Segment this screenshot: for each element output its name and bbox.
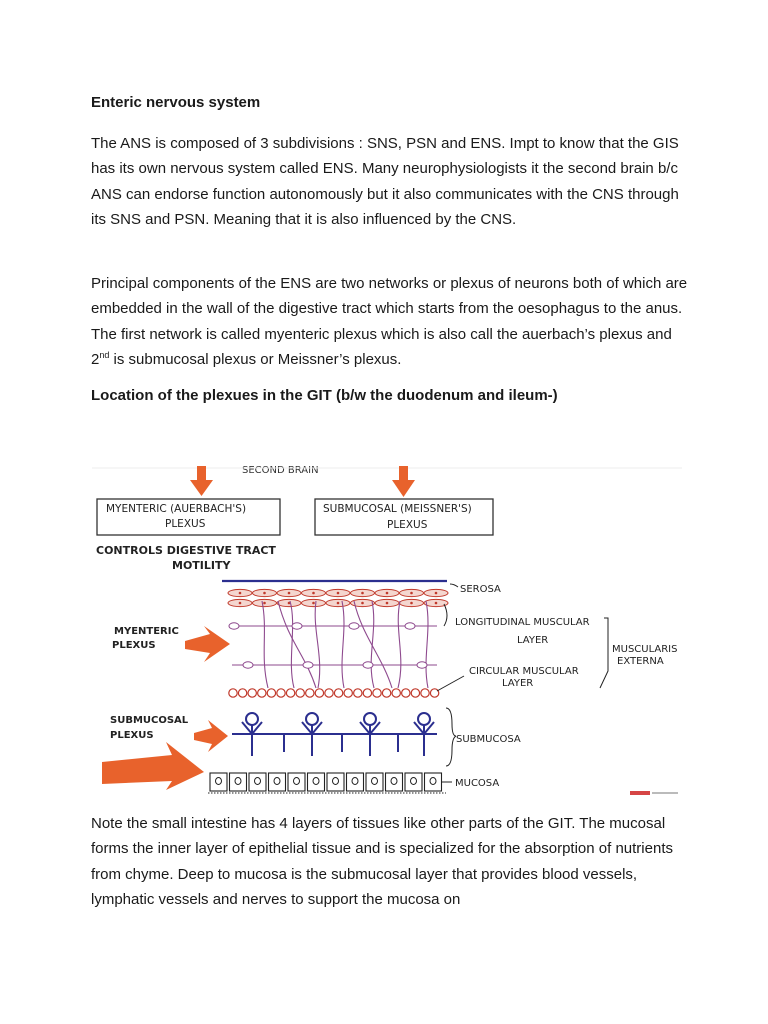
- ganglion-cell: [292, 623, 302, 629]
- left-submucosal-line2: PLEXUS: [110, 730, 154, 741]
- circular-muscle-cell: [238, 689, 246, 697]
- ganglion-cell: [363, 662, 373, 668]
- circular-muscle-cell: [334, 689, 342, 697]
- longitudinal-muscle-row-top: [228, 589, 448, 596]
- circular-muscle-cell: [344, 689, 352, 697]
- paragraph-small-intestine-layers: Note the small intestine has 4 layers of tissues like other parts of the GIT. The mucosal forms the inner layer of epithelial tissue and is specialized for the absorption of nutrients from chyme. Deep to mucosa is the submucosal layer that provides blood vessels, lymphatic vessels and nerves to support the mucosa on: [91, 815, 673, 908]
- mucosa-cell: [210, 773, 227, 791]
- left-submucosal-line1: SUBMUCOSAL: [110, 715, 189, 726]
- mucosa-cell: [249, 773, 266, 791]
- circular-muscle-cell: [229, 689, 237, 697]
- mucosa-cell: [405, 773, 422, 791]
- muscle-nucleus: [288, 592, 291, 595]
- box-submucosal-line2: PLEXUS: [387, 519, 428, 531]
- mucosa-cell: [288, 773, 305, 791]
- muscle-nucleus: [386, 602, 389, 605]
- muscle-nucleus: [312, 602, 315, 605]
- section-subheading: Location of the plexues in the GIT (b/w the duodenum and ileum-): [91, 387, 558, 404]
- label-mucosa: MUCOSA: [455, 778, 500, 789]
- label-muscularis-line2: EXTERNA: [617, 656, 664, 667]
- muscle-nucleus: [410, 602, 413, 605]
- circular-muscle-cell: [402, 689, 410, 697]
- box-submucosal-line1: SUBMUCOSAL (MEISSNER'S): [323, 503, 472, 515]
- superscript-nd: nd: [99, 349, 110, 360]
- left-myenteric-line1: MYENTERIC: [114, 626, 179, 637]
- top-right-arrow-icon: [392, 466, 415, 497]
- submucosal-neurons: [232, 713, 437, 756]
- plexus-diagram-figure: [92, 466, 682, 798]
- muscle-nucleus: [239, 592, 242, 595]
- muscle-nucleus: [435, 602, 438, 605]
- ganglion-cell: [243, 662, 253, 668]
- mucosa-cell-row: [208, 773, 446, 793]
- circular-muscle-cell: [373, 689, 381, 697]
- circular-muscle-cell: [354, 689, 362, 697]
- ganglion-cell: [303, 662, 313, 668]
- myenteric-arrow-icon: [185, 626, 230, 662]
- label-muscularis-line1: MUSCULARIS: [612, 644, 678, 655]
- myenteric-neuron-network: [232, 601, 437, 688]
- circular-muscle-cell: [306, 689, 314, 697]
- muscle-nucleus: [337, 592, 340, 595]
- muscle-nucleus: [435, 592, 438, 595]
- circular-muscle-cell: [363, 689, 371, 697]
- top-caption: SECOND BRAIN: [242, 466, 319, 476]
- muscle-nucleus: [410, 592, 413, 595]
- label-circular-line2: LAYER: [502, 678, 534, 689]
- muscle-nucleus: [337, 602, 340, 605]
- circular-muscle-row: [229, 689, 439, 697]
- muscle-nucleus: [263, 592, 266, 595]
- muscle-nucleus: [239, 602, 242, 605]
- myenteric-ganglia: [229, 623, 427, 668]
- ganglion-cell: [405, 623, 415, 629]
- submucosal-arrow-icon: [194, 720, 228, 752]
- muscle-nucleus: [361, 592, 364, 595]
- mucosa-cell: [347, 773, 364, 791]
- mucosa-cell: [366, 773, 383, 791]
- mucosa-cell: [327, 773, 344, 791]
- mucosa-cell: [308, 773, 325, 791]
- mucosa-cell: [230, 773, 247, 791]
- muscle-nucleus: [361, 602, 364, 605]
- circular-muscle-cell: [286, 689, 294, 697]
- ganglion-cell: [229, 623, 239, 629]
- mucosa-cell: [425, 773, 442, 791]
- paragraph-ens-text-part2: is submucosal plexus or Meissner’s plexus.: [109, 350, 402, 368]
- circular-muscle-cell: [267, 689, 275, 697]
- muscle-nucleus: [386, 592, 389, 595]
- circular-muscle-cell: [296, 689, 304, 697]
- document-title: Enteric nervous system: [91, 94, 261, 111]
- label-longitudinal-line1: LONGITUDINAL MUSCULAR: [455, 617, 590, 628]
- muscle-nucleus: [263, 602, 266, 605]
- circular-muscle-cell: [248, 689, 256, 697]
- ganglion-cell: [417, 662, 427, 668]
- mucosa-arrow-icon: [102, 742, 204, 790]
- ganglion-cell: [349, 623, 359, 629]
- left-myenteric-line2: PLEXUS: [112, 640, 156, 651]
- circular-muscle-cell: [430, 689, 438, 697]
- paragraph-ens-text-part1: Principal components of the ENS are two networks or plexus of neurons both of which are embedded in the wall of the digestive tract which starts from the oesophagus to the anus. The first network is called myenteric plexus which is also call the auerbach’s plexus and 2: [91, 275, 688, 368]
- mucosa-cell: [269, 773, 286, 791]
- paragraph-ans-subdivisions: The ANS is composed of 3 subdivisions : SNS, PSN and ENS. Impt to know that the GIS has its own nervous system called ENS. Many neurophysiologists it the second brain b/c ANS can endorse function autonomously but it also communicates with the CNS through its SNS and PSN. Meaning that it is also influenced by the CNS.: [91, 135, 679, 228]
- circular-muscle-cell: [421, 689, 429, 697]
- plexus-diagram: [92, 466, 682, 798]
- circular-muscle-cell: [325, 689, 333, 697]
- muscle-nucleus: [312, 592, 315, 595]
- label-serosa: SEROSA: [460, 584, 501, 595]
- box-myenteric-line2: PLEXUS: [165, 518, 206, 530]
- label-submucosa: SUBMUCOSA: [456, 734, 521, 745]
- mucosa-cell: [386, 773, 403, 791]
- controls-line1: CONTROLS DIGESTIVE TRACT: [96, 544, 276, 557]
- circular-muscle-cell: [315, 689, 323, 697]
- label-longitudinal-line2: LAYER: [517, 635, 549, 646]
- circular-muscle-cell: [382, 689, 390, 697]
- controls-line2: MOTILITY: [172, 559, 231, 572]
- label-circular-line1: CIRCULAR MUSCULAR: [469, 666, 579, 677]
- circular-muscle-cell: [392, 689, 400, 697]
- circular-muscle-cell: [411, 689, 419, 697]
- circular-muscle-cell: [277, 689, 285, 697]
- longitudinal-muscle-row-bottom: [228, 599, 448, 606]
- top-left-arrow-icon: [190, 466, 213, 496]
- box-myenteric-line1: MYENTERIC (AUERBACH'S): [106, 503, 247, 515]
- circular-muscle-cell: [258, 689, 266, 697]
- paragraph-ens-components: [91, 271, 691, 372]
